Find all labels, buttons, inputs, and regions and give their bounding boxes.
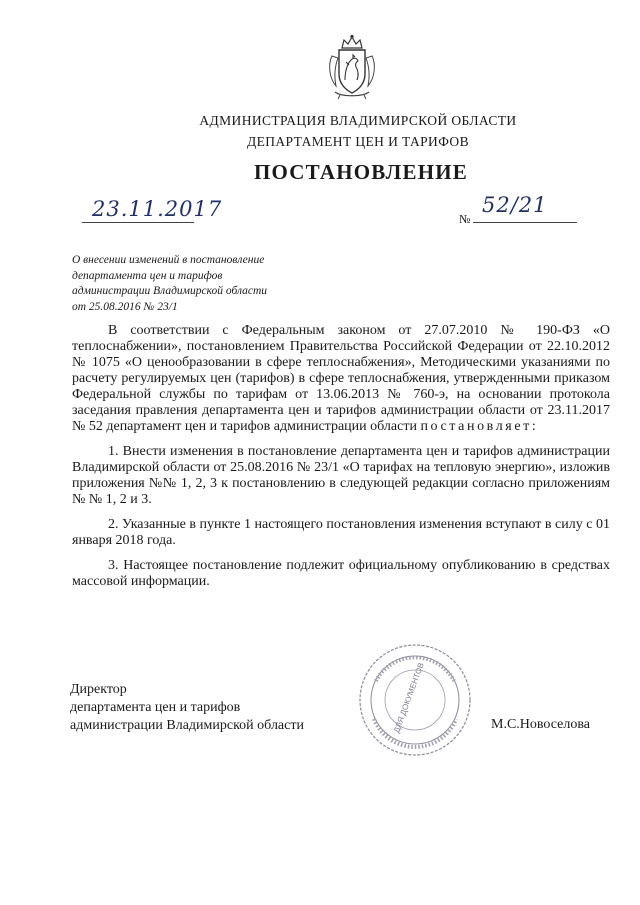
document-subject bbox=[72, 253, 312, 315]
preamble-paragraph bbox=[72, 323, 610, 435]
signatory-name: М.С.Новоселова bbox=[491, 717, 590, 732]
position-line: департамента цен и тарифов bbox=[70, 700, 241, 715]
document-type-title: ПОСТАНОВЛЕНИЕ bbox=[253, 160, 469, 184]
date-underline bbox=[82, 222, 194, 223]
decree-word: постановляет: bbox=[420, 419, 539, 434]
number-underline bbox=[473, 222, 577, 223]
subject-line: от 25.08.2016 № 23/1 bbox=[72, 300, 178, 313]
clause-1: 1. Внести изменения в постановление департамента цен и тарифов администрации Владимирской области от 25.08.2016 № 23/1 «О тарифах на тепловую энергию», изложив приложения №№ 1, 2, 3 к постановлению в следующей редакции согласно приложениям № № 1, 2 и 3. bbox=[72, 444, 610, 507]
clause-3: 3. Настоящее постановление подлежит официальному опубликованию в средствах массовой информации. bbox=[72, 558, 610, 589]
position-line: администрации Владимирской области bbox=[70, 718, 304, 733]
handwritten-number: 52/21 bbox=[482, 193, 548, 217]
position-line: Директор bbox=[70, 682, 127, 697]
subject-line: администрации Владимирской области bbox=[72, 285, 268, 297]
handwritten-date: 23.11.2017 bbox=[92, 197, 223, 221]
clause-2: 2. Указанные в пункте 1 настоящего постановления изменения вступают в силу с 01 января 2018 года. bbox=[72, 517, 610, 548]
number-label: № bbox=[459, 212, 471, 226]
official-seal-stamp bbox=[356, 641, 474, 759]
signatory-position bbox=[70, 681, 370, 735]
stamp-center-text: ДЛЯ ДОКУМЕНТОВ bbox=[392, 661, 426, 735]
coat-of-arms-icon bbox=[326, 34, 378, 100]
document-body bbox=[72, 323, 610, 599]
subject-line: О внесении изменений в постановление bbox=[72, 254, 265, 266]
org-name-administration: АДМИНИСТРАЦИЯ ВЛАДИМИРСКОЙ ОБЛАСТИ bbox=[199, 113, 517, 128]
org-name-department: ДЕПАРТАМЕНТ ЦЕН И ТАРИФОВ bbox=[247, 134, 469, 149]
subject-line: департамента цен и тарифов bbox=[72, 269, 223, 282]
preamble-text: В соответствии с Федеральным законом от 27.07.2010 № 190-ФЗ «О теплоснабжении», постановлением Правительства Российской Федерации от 22.10.2012 № 1075 «О ценообразовании в сфере теплоснабжения», Методическими указаниями по расчету регулируемых цен (тарифов) в сфере теплоснабжения, утвержденными приказом Федеральной службы по тарифам от 13.06.2013 № 760-э, на основании протокола заседания правления департамента цен и тарифов администрации области от 23.11.2017 № 52 департамент цен и тарифов администрации области bbox=[72, 323, 610, 434]
